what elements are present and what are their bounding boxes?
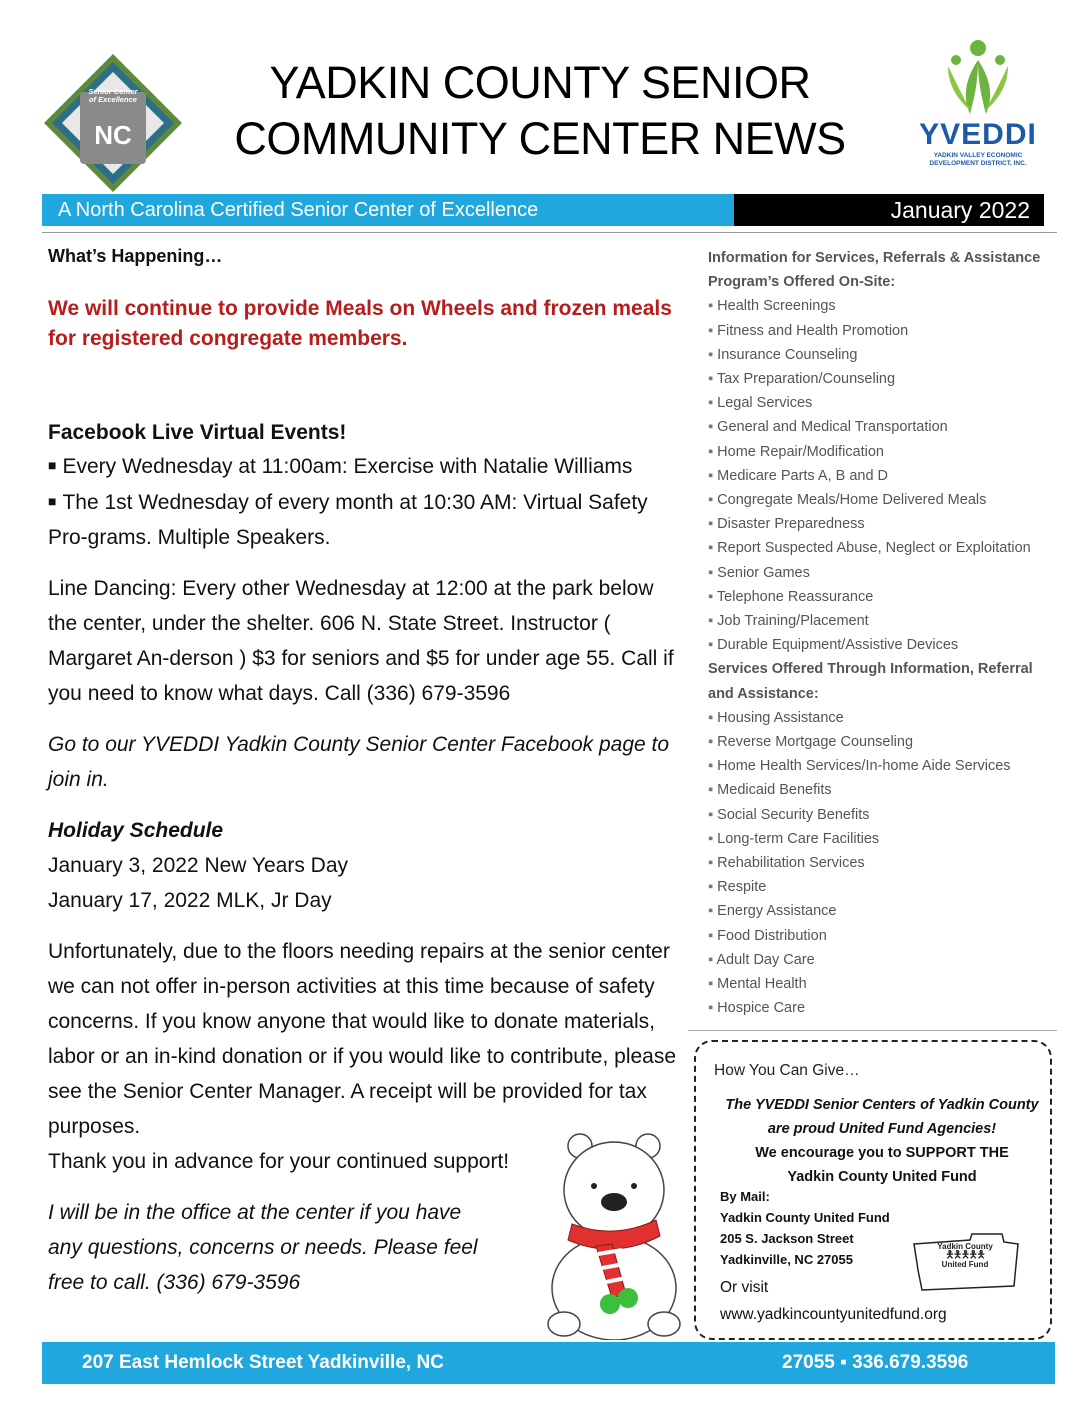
facebook-heading: Facebook Live Virtual Events! [48,421,347,444]
give-line-2: are proud United Fund Agencies! [767,1121,997,1137]
tagline-bar [42,194,734,226]
thanks-note: Thank you in advance for your continued support! [48,1150,510,1173]
service-item: ▪ Disaster Preparedness [708,512,1058,536]
sidebar-heading-1: Information for Services, Referrals & Assistance [708,250,1041,266]
referral-services-list [708,706,1058,1021]
service-item: ▪ Rehabilitation Services [708,851,1058,875]
service-item: ▪ Report Suspected Abuse, Neglect or Exploitation [708,536,1058,560]
holiday-heading: Holiday Schedule [48,819,224,842]
mail-label: By Mail: [720,1189,770,1204]
service-item: ▪ Telephone Reassurance [708,585,1058,609]
map-text-2: United Fund [941,1260,989,1269]
holiday-1: January 3, 2022 New Years Day [48,854,349,877]
service-item: ▪ Respite [708,875,1058,899]
divider [688,1030,1057,1031]
date-bar [734,194,1044,226]
service-item: ▪ Senior Games [708,561,1058,585]
give-line-3: We encourage you to SUPPORT THE [755,1145,1009,1161]
service-item: ▪ Food Distribution [708,924,1058,948]
issue-date: January 2022 [890,197,1030,223]
mail-city: Yadkinville, NC 27055 [720,1252,853,1267]
mail-street: 205 S. Jackson Street [720,1231,854,1246]
service-item: ▪ Job Training/Placement [708,609,1058,633]
map-text-1: Yadkin County [937,1242,993,1251]
county-map-logo [910,1230,1022,1294]
facebook-page-note: Go to our YVEDDI Yadkin County Senior Center Facebook page to join in. [48,733,670,791]
yveddi-wordmark: YVEDDI [919,118,1037,151]
polar-bear-illustration [540,1128,688,1340]
repairs-notice: Unfortunately, due to the floors needing repairs at the senior center we can not offer in-person activities at this time because of safety concerns. If you know anyone that would like to donate materials, labor or an in-kind donation or if you would like to contribute, please see the Senior Center Manager. A receipt will be provided for tax purposes. [48,940,677,1138]
united-fund-link[interactable]: www.yadkincountyunitedfund.org [720,1306,947,1323]
tagline: A North Carolina Certified Senior Center of Excellence [58,199,539,221]
people-row-icon: 🯅🯅🯅🯅🯅 [945,1250,985,1261]
yveddi-subtitle: YADKIN VALLEY ECONOMIC DEVELOPMENT DISTRICT, INC. [929,152,1027,167]
badge-line2: of Excellence [89,95,137,104]
service-item: ▪ General and Medical Transportation [708,415,1058,439]
service-item: ▪ Social Security Benefits [708,803,1058,827]
badge-line1: Senior Center [88,87,138,96]
newsletter-title [180,55,900,167]
service-item: ▪ Durable Equipment/Assistive Devices [708,633,1058,657]
title-line2: COMMUNITY CENTER NEWS [234,113,846,164]
bullet-icon: ■ [48,493,57,509]
service-item: ▪ Hospice Care [708,996,1058,1020]
people-leaf-icon [908,38,1048,118]
facebook-item-2: ■ The 1st Wednesday of every month at 10:30 AM: Virtual Safety Pro-grams. Multiple Speakers. [48,491,648,549]
give-heading: How You Can Give… [714,1062,860,1079]
service-item: ▪ Insurance Counseling [708,343,1058,367]
service-item: ▪ Medicaid Benefits [708,778,1058,802]
sidebar-heading-3: Services Offered Through Information, Referral and Assistance: [708,661,1033,702]
service-item: ▪ Tax Preparation/Counseling [708,367,1058,391]
service-item: ▪ Reverse Mortgage Counseling [708,730,1058,754]
divider [42,232,1057,233]
service-item: ▪ Congregate Meals/Home Delivered Meals [708,488,1058,512]
services-sidebar [708,246,1058,1021]
or-visit: Or visit [720,1279,769,1296]
united-fund-message [712,1093,1052,1189]
give-line-1: The YVEDDI Senior Centers of Yadkin County [725,1097,1039,1113]
bullet-icon: ■ [48,457,57,473]
service-item: ▪ Mental Health [708,972,1058,996]
meals-notice: We will continue to provide Meals on Wheels and frozen meals for registered congregate members. [48,297,672,350]
footer-zip-phone: 27055 ▪ 336.679.3596 [782,1352,969,1373]
title-line1: YADKIN COUNTY SENIOR [269,57,811,108]
senior-center-excellence-badge [42,52,184,194]
service-item: ▪ Fitness and Health Promotion [708,319,1058,343]
service-item: ▪ Home Health Services/In-home Aide Services [708,754,1058,778]
service-item: ▪ Medicare Parts A, B and D [708,464,1058,488]
onsite-services-list [708,294,1058,657]
sidebar-heading-2: Program’s Offered On-Site: [708,274,896,291]
holiday-2: January 17, 2022 MLK, Jr Day [48,889,332,912]
service-item: ▪ Long-term Care Facilities [708,827,1058,851]
footer-address: 207 East Hemlock Street Yadkinville, NC [82,1352,444,1373]
svg-text:NC: NC [94,120,132,150]
service-item: ▪ Adult Day Care [708,948,1058,972]
mail-address [720,1186,890,1270]
service-item: ▪ Home Repair/Modification [708,440,1058,464]
line-dancing: Line Dancing: Every other Wednesday at 12:00 at the park below the center, under the shelter. 606 N. State Street. Instructor ( Margaret An-derson ) $3 for seniors and $5 for under age 55. Call if you need to know what days. Call (336) 679-3596 [48,577,674,705]
service-item: ▪ Legal Services [708,391,1058,415]
service-item: ▪ Health Screenings [708,294,1058,318]
facebook-item-1: ■ Every Wednesday at 11:00am: Exercise with Natalie Williams [48,455,633,478]
service-item: ▪ Housing Assistance [708,706,1058,730]
give-line-4: Yadkin County United Fund [787,1169,977,1185]
whats-happening-heading: What’s Happening… [48,246,223,266]
mail-name: Yadkin County United Fund [720,1210,890,1225]
service-item: ▪ Energy Assistance [708,899,1058,923]
office-note: I will be in the office at the center if you have any questions, concerns or needs. Please feel free to call. (336) 679-3596 [48,1201,478,1294]
